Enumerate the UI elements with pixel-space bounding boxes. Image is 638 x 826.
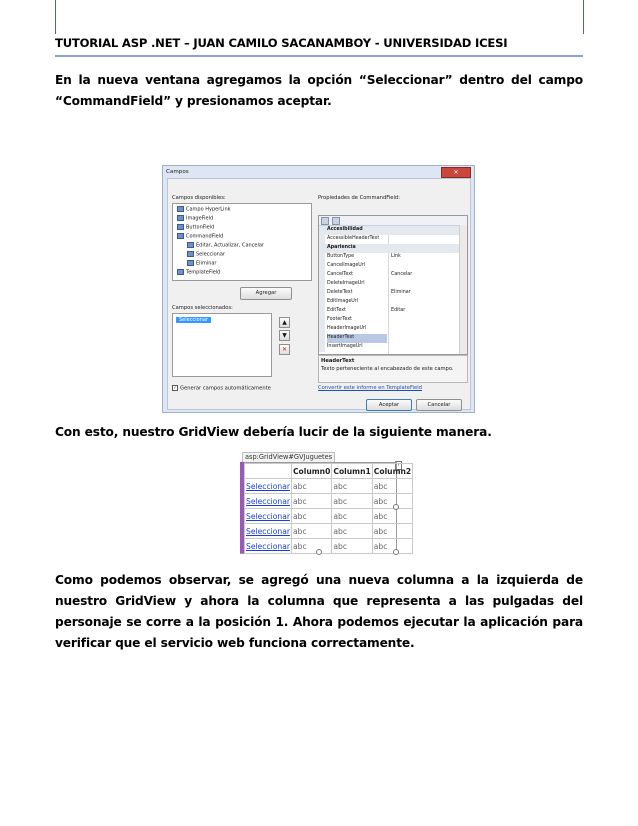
- property-name: InsertImageUrl: [327, 344, 363, 349]
- table-cell: abc: [332, 494, 372, 509]
- select-link[interactable]: Seleccionar: [245, 509, 292, 524]
- table-cell: abc: [372, 524, 412, 539]
- property-scrollbar[interactable]: [459, 225, 467, 354]
- gridview-tag: asp:GridView#GVJuguetes: [242, 452, 335, 463]
- property-row[interactable]: [319, 235, 467, 244]
- row-gutter: [319, 334, 325, 343]
- select-link[interactable]: Seleccionar: [245, 524, 292, 539]
- convert-templatefield-link[interactable]: Convertir este informe en TemplateField: [318, 385, 422, 391]
- header-rule: [55, 55, 583, 57]
- property-name: HeaderText: [327, 334, 387, 343]
- field-icon: [177, 269, 184, 275]
- field-icon: [177, 206, 184, 212]
- table-cell: abc: [372, 539, 412, 554]
- row-gutter: [319, 271, 325, 280]
- property-value[interactable]: Eliminar: [391, 290, 411, 295]
- gridview-row: [245, 524, 413, 539]
- row-gutter: [319, 298, 325, 307]
- property-row[interactable]: [319, 298, 467, 307]
- page-header-title: TUTORIAL ASP .NET – JUAN CAMILO SACANAMBOY - UNIVERSIDAD ICESI: [55, 36, 508, 50]
- gridview-row: [245, 509, 413, 524]
- property-row[interactable]: [319, 280, 467, 289]
- property-name: DeleteText: [327, 290, 353, 295]
- property-category[interactable]: [319, 244, 467, 253]
- gridview-row: [245, 479, 413, 494]
- table-cell: abc: [332, 539, 372, 554]
- resize-handle[interactable]: [393, 549, 399, 555]
- table-cell: abc: [291, 509, 331, 524]
- crop-mark-right: [583, 0, 584, 34]
- resize-handle[interactable]: [316, 549, 322, 555]
- row-gutter: [319, 343, 325, 352]
- move-down-button[interactable]: ▼: [279, 330, 290, 341]
- resize-handle[interactable]: [393, 504, 399, 510]
- property-name: AccessibleHeaderText: [327, 236, 380, 241]
- property-name: Accesibilidad: [327, 227, 363, 232]
- property-row[interactable]: [319, 262, 467, 271]
- header-cell: Column0: [291, 464, 331, 479]
- tree-item[interactable]: ImageField: [177, 215, 213, 222]
- gridview-row: [245, 539, 413, 554]
- tree-item[interactable]: Campo HyperLink: [177, 206, 231, 213]
- paragraph-2: Con esto, nuestro GridView debería lucir de la siguiente manera.: [55, 425, 492, 439]
- property-name: Apariencia: [327, 245, 356, 250]
- alphabetical-icon[interactable]: [332, 217, 340, 225]
- paragraph-3: Como podemos observar, se agregó una nueva columna a la izquierda de nuestro GridView y ahora la columna que representa a las pulgadas del personaje se corre a la posición 1. Ahora podemos ejecutar la aplicación para verificar que el servicio web funciona correctamente.: [55, 573, 583, 650]
- tree-item[interactable]: ButtonField: [177, 224, 214, 231]
- description-title: HeaderText: [321, 358, 355, 364]
- gridview-designer: [240, 452, 412, 554]
- property-row[interactable]: [319, 334, 467, 343]
- dialog-body: [167, 178, 471, 410]
- property-name: HeaderImageUrl: [327, 326, 367, 331]
- table-cell: abc: [372, 509, 412, 524]
- tree-item[interactable]: Editar, Actualizar, Cancelar: [187, 242, 264, 249]
- move-up-button[interactable]: ▲: [279, 317, 290, 328]
- field-icon: [177, 233, 184, 239]
- selected-field-item[interactable]: Seleccionar: [176, 317, 211, 323]
- property-row[interactable]: [319, 343, 467, 352]
- property-category[interactable]: [319, 226, 467, 235]
- table-cell: abc: [291, 479, 331, 494]
- header-cell: Column1: [332, 464, 372, 479]
- table-cell: abc: [332, 479, 372, 494]
- row-gutter: [319, 226, 325, 235]
- field-icon: [187, 242, 194, 248]
- property-row[interactable]: [319, 253, 467, 262]
- table-cell: abc: [291, 539, 331, 554]
- property-name: DeleteImageUrl: [327, 281, 365, 286]
- row-gutter: [319, 325, 325, 334]
- field-icon: [187, 251, 194, 257]
- dialog-title: Campos: [166, 169, 189, 175]
- header-cell: Column2: [372, 464, 412, 479]
- field-icon: [187, 260, 194, 266]
- properties-label: Propiedades de CommandField:: [318, 195, 400, 201]
- selected-fields-label: Campos seleccionados:: [172, 305, 233, 311]
- row-gutter: [319, 253, 325, 262]
- property-value[interactable]: Link: [391, 254, 401, 259]
- table-cell: abc: [372, 479, 412, 494]
- property-toolbar: [319, 216, 467, 226]
- description-text: Texto perteneciente al encabezado de este campo.: [321, 366, 454, 372]
- property-value[interactable]: Cancelar: [391, 272, 413, 277]
- field-icon: [177, 215, 184, 221]
- property-value[interactable]: Editar: [391, 308, 406, 313]
- tree-item[interactable]: TemplateField: [177, 269, 220, 276]
- property-description: [318, 355, 468, 383]
- gridview-header-row: [245, 464, 413, 479]
- select-link[interactable]: Seleccionar: [245, 494, 292, 509]
- close-icon[interactable]: ✕: [441, 167, 471, 178]
- selected-fields-list[interactable]: [172, 313, 272, 377]
- gridview-row: [245, 494, 413, 509]
- checkbox-icon: ✓: [173, 385, 177, 390]
- property-row[interactable]: [319, 316, 467, 325]
- table-cell: abc: [332, 509, 372, 524]
- tree-item[interactable]: Eliminar: [187, 260, 217, 267]
- select-link[interactable]: Seleccionar: [245, 479, 292, 494]
- property-row[interactable]: [319, 325, 467, 334]
- row-gutter: [319, 262, 325, 271]
- available-fields-tree[interactable]: [172, 203, 312, 281]
- property-row[interactable]: [319, 289, 467, 298]
- row-gutter: [319, 307, 325, 316]
- categorized-icon[interactable]: [321, 217, 329, 225]
- property-grid[interactable]: [318, 215, 468, 355]
- table-cell: abc: [291, 524, 331, 539]
- property-name: CancelImageUrl: [327, 263, 366, 268]
- property-name: EditImageUrl: [327, 299, 359, 304]
- tree-item[interactable]: CommandField: [177, 233, 223, 240]
- fields-dialog: [162, 165, 475, 413]
- available-fields-label: Campos disponibles:: [172, 195, 226, 201]
- table-cell: abc: [332, 524, 372, 539]
- property-name: FooterText: [327, 317, 352, 322]
- property-row[interactable]: [319, 307, 467, 316]
- accept-button[interactable]: Aceptar: [366, 399, 412, 411]
- add-button[interactable]: Agregar: [240, 287, 292, 300]
- property-row[interactable]: [319, 271, 467, 280]
- table-cell: abc: [372, 494, 412, 509]
- row-gutter: [319, 244, 325, 253]
- row-gutter: [319, 280, 325, 289]
- smart-tag-icon[interactable]: ›: [395, 461, 402, 470]
- tree-item[interactable]: Seleccionar: [187, 251, 225, 258]
- property-name: EditText: [327, 308, 346, 313]
- cancel-button[interactable]: Cancelar: [416, 399, 462, 411]
- field-icon: [177, 224, 184, 230]
- table-cell: abc: [291, 494, 331, 509]
- select-link[interactable]: Seleccionar: [245, 539, 292, 554]
- header-cell: [245, 464, 292, 479]
- row-gutter: [319, 289, 325, 298]
- crop-mark-left: [55, 0, 56, 34]
- paragraph-1: En la nueva ventana agregamos la opción “Seleccionar” dentro del campo “CommandField” y presionamos aceptar.: [55, 73, 583, 108]
- auto-generate-checkbox[interactable]: ✓ Generar campos automáticamente: [173, 385, 271, 392]
- delete-icon[interactable]: ✕: [279, 344, 290, 355]
- property-name: ButtonType: [327, 254, 355, 259]
- property-name: CancelText: [327, 272, 353, 277]
- row-gutter: [319, 235, 325, 244]
- row-gutter: [319, 316, 325, 325]
- gridview-table: [244, 463, 413, 554]
